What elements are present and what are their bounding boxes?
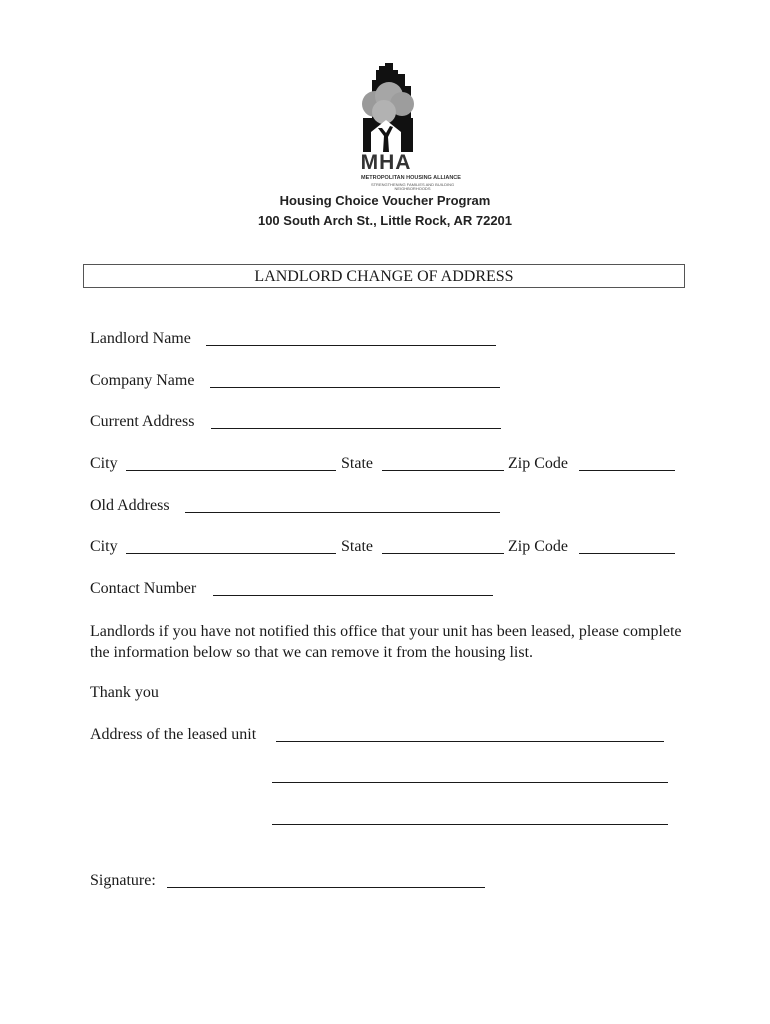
zip-field[interactable] <box>579 470 675 471</box>
landlord-name-field[interactable] <box>206 345 496 346</box>
old-city-field[interactable] <box>126 553 336 554</box>
state-field[interactable] <box>382 470 504 471</box>
current-address-field[interactable] <box>211 428 501 429</box>
state-label: State <box>341 455 373 472</box>
leased-unit-field-2[interactable] <box>272 782 668 783</box>
form-title: LANDLORD CHANGE OF ADDRESS <box>83 264 685 288</box>
signature-label: Signature: <box>90 872 156 889</box>
current-address-label: Current Address <box>90 413 195 430</box>
contact-number-label: Contact Number <box>90 580 197 597</box>
logo-abbrev: MHA <box>360 151 412 174</box>
company-name-label: Company Name <box>90 372 195 389</box>
old-address-field[interactable] <box>185 512 500 513</box>
city-label: City <box>90 455 118 472</box>
program-name: Housing Choice Voucher Program <box>279 193 491 208</box>
contact-number-field[interactable] <box>213 595 493 596</box>
old-zip-label: Zip Code <box>508 538 568 555</box>
program-address: 100 South Arch St., Little Rock, AR 72201 <box>257 213 513 228</box>
leased-unit-label: Address of the leased unit <box>90 726 257 743</box>
old-city-label: City <box>90 538 118 555</box>
landlord-name-label: Landlord Name <box>90 330 191 347</box>
old-address-label: Old Address <box>90 497 170 514</box>
leased-unit-field-3[interactable] <box>272 824 668 825</box>
old-zip-field[interactable] <box>579 553 675 554</box>
old-state-label: State <box>341 538 373 555</box>
mha-logo <box>355 60 470 195</box>
notice-text: Landlords if you have not notified this office that your unit has been leased, please complete the information below so that we can remove it from the housing list. <box>90 623 682 661</box>
city-field[interactable] <box>126 470 336 471</box>
thank-you-text: Thank you <box>90 684 159 701</box>
logo-org-name: METROPOLITAN HOUSING ALLIANCE <box>361 175 461 181</box>
zip-label: Zip Code <box>508 455 568 472</box>
leased-unit-field-1[interactable] <box>276 741 664 742</box>
company-name-field[interactable] <box>210 387 500 388</box>
logo-tagline: STRENGTHENING FAMILIES AND BUILDING NEIGHBORHOODS <box>370 182 455 191</box>
old-state-field[interactable] <box>382 553 504 554</box>
signature-field[interactable] <box>167 887 485 888</box>
